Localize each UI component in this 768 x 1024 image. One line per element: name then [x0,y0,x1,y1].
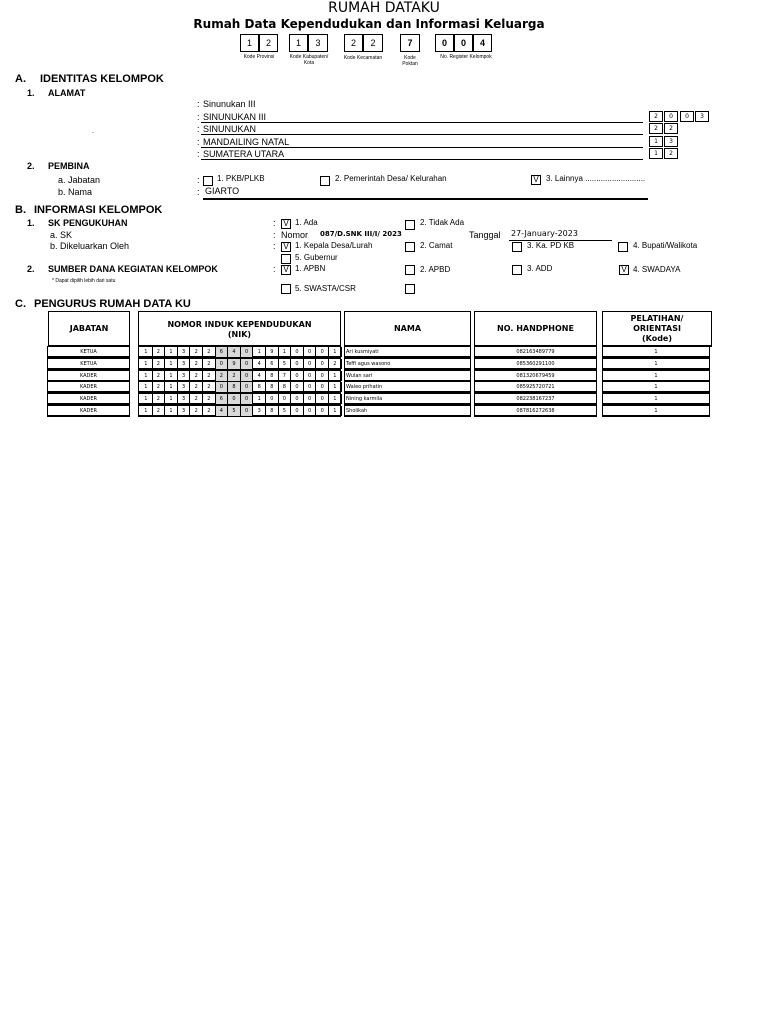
alamat-underline-4 [201,147,643,148]
nik-digit: 1 [165,394,178,404]
nik-digit: 1 [329,394,342,404]
caption-poktan: Kode Poktan [402,55,418,67]
nik-digit: 1 [329,382,342,392]
nik-digit: 2 [203,406,216,416]
nik-digit: 8 [253,382,266,392]
caption-provinsi: Kode Provinsi [243,54,275,60]
nik-digit: 2 [203,347,216,357]
alamat-code-prov-2: 2 [664,148,678,159]
sk-number: 1. [27,218,35,228]
row-hp: 082238167237 [474,393,597,405]
dana-apbn-label: 1. APBN [295,264,326,273]
nik-digit: 0 [291,359,304,369]
jabatan-lainnya-checkbox[interactable]: V [531,175,541,185]
row-hp: 087816272638 [474,405,597,417]
nik-digit: 2 [153,394,166,404]
sk-ada-checkbox[interactable]: V [281,219,291,229]
nik-digit: 0 [291,406,304,416]
dana-note: * Dapat dipilih lebih dari satu [52,278,116,284]
nik-digit: 2 [228,371,241,381]
nik-digit: 0 [241,406,254,416]
page-title: RUMAH DATAKU [328,0,440,16]
jabatan-lainnya-label: 3. Lainnya ........................... [546,174,646,183]
oleh-bupati-label: 4. Bupati/Walikota [633,241,698,250]
nik-digit: 0 [241,359,254,369]
row-kode: 1 [602,381,710,393]
nik-digit: 0 [304,359,317,369]
alamat-colon-2: : [197,112,200,122]
dana-apbd-label: 2. APBD [420,265,451,274]
nik-digit: 6 [216,347,229,357]
nik-digit: 0 [304,382,317,392]
alamat-colon-5: : [197,149,200,159]
nik-digit: 1 [279,347,292,357]
tanggal-value: 27-January-2023 [511,229,578,238]
jabatan-pkb-label: 1. PKB/PLKB [217,174,265,183]
alamat-code-kec-1: 2 [649,123,663,134]
row-nik [138,405,341,417]
nik-digit: 0 [304,394,317,404]
nik-digit: 2 [203,359,216,369]
nik-digit: 0 [316,359,329,369]
nik-digit: 0 [316,394,329,404]
alamat-underline-2 [201,122,643,123]
nik-digit: 1 [253,347,266,357]
alamat-label: ALAMAT [48,88,86,98]
alamat-code-kab-1: 1 [649,136,663,147]
jabatan-pemdes-label: 2. Pemerintah Desa/ Kelurahan [335,174,447,183]
nik-digit: 1 [165,359,178,369]
row-jabatan: KETUA [47,358,130,370]
header-jabatan: JABATAN [48,311,130,347]
oleh-gubernur-label: 5. Gubernur [295,253,338,262]
nik-digit: 3 [178,406,191,416]
nik-digit: 3 [178,359,191,369]
alamat-line-2: SINUNUKAN III [203,112,267,122]
header-pelatihan: PELATIHAN/ ORIENTASI (Kode) [602,311,712,347]
row-kode: 1 [602,405,710,417]
code-register-1: 0 [435,34,454,52]
nik-digit: 0 [316,347,329,357]
nik-digit: 0 [228,394,241,404]
nik-digit: 2 [153,406,166,416]
caption-kecamatan: Kode Kecamatan [343,55,383,61]
header-hp: NO. HANDPHONE [474,311,597,347]
nik-digit: 8 [266,371,279,381]
nik-digit: 1 [165,347,178,357]
nik-digit: 0 [241,394,254,404]
code-register-3: 4 [473,34,492,52]
nomor-colon: : [273,230,276,240]
section-b-title: INFORMASI KELOMPOK [34,204,163,216]
tanggal-label: Tanggal [469,230,501,240]
nik-digit: 2 [190,394,203,404]
alamat-line-3: SINUNUKAN [203,124,257,134]
nik-digit: 2 [190,347,203,357]
row-jabatan: KADER [47,370,130,382]
code-provinsi-1: 1 [240,34,259,52]
nik-digit: 8 [266,406,279,416]
jabatan-pkb-checkbox[interactable] [203,176,213,186]
section-a-title: IDENTITAS KELOMPOK [40,73,164,85]
nik-digit: 0 [316,406,329,416]
row-kode: 1 [602,358,710,370]
nama-colon: : [197,187,200,197]
nik-digit: 2 [203,394,216,404]
nik-digit: 0 [304,406,317,416]
dana-swasta-checkbox[interactable] [281,284,291,294]
sk-ada-label: 1. Ada [295,218,318,227]
caption-register: No. Register Kelompok [440,54,492,60]
nik-digit: 0 [291,382,304,392]
nik-digit: 0 [291,347,304,357]
nik-digit: 3 [178,371,191,381]
row-nama: Sholikah [344,405,471,417]
oleh-kapdkb-checkbox[interactable] [512,242,522,252]
dana-swadaya-label: 4. SWADAYA [633,265,681,274]
alamat-line-5: SUMATERA UTARA [203,149,285,159]
nama-underline [203,198,648,200]
nik-digit: 1 [140,382,153,392]
alamat-code-prov-1: 1 [649,148,663,159]
nik-digit: 0 [279,394,292,404]
nik-digit: 0 [291,371,304,381]
nik-digit: 1 [140,406,153,416]
dana-swasta-label: 5. SWASTA/CSR [295,284,356,293]
row-hp: 085360291100 [474,358,597,370]
nik-digit: 1 [165,371,178,381]
nik-digit: 3 [178,394,191,404]
row-nik [138,381,341,393]
row-jabatan: KADER [47,381,130,393]
nik-digit: 1 [329,371,342,381]
jabatan-pemdes-checkbox[interactable] [320,176,330,186]
sk-b-label: b. Dikeluarkan Oleh [50,241,130,251]
sk-tidak-ada-checkbox[interactable] [405,220,415,230]
nomor-label: Nomor [281,230,309,240]
nik-digit: 1 [165,406,178,416]
row-hp: 085925720721 [474,381,597,393]
nik-digit: 8 [266,382,279,392]
row-hp: 081320679459 [474,370,597,382]
code-poktan: 7 [400,34,420,52]
code-kecamatan-2: 2 [363,34,383,52]
dana-number: 2. [27,264,35,274]
nik-digit: 2 [190,382,203,392]
alamat-line-1: Sinunukan III [203,99,256,109]
alamat-code-desa-4: 3 [695,111,709,122]
nik-digit: 8 [228,382,241,392]
page-subtitle: Rumah Data Kependudukan dan Informasi Keluarga [193,17,545,31]
alamat-code-kec-2: 2 [664,123,678,134]
oleh-kades-label: 1. Kepala Desa/Lurah [295,241,373,250]
nik-digit: 1 [140,359,153,369]
alamat-code-desa-1: 2 [649,111,663,122]
nik-digit: 6 [216,394,229,404]
jabatan-colon: : [197,175,200,185]
nik-digit: 4 [216,406,229,416]
nomor-value: 087/D.SNK III/I/ 2023 [320,230,402,238]
code-register-2: 0 [454,34,473,52]
nik-digit: 2 [216,371,229,381]
alamat-line-4: MANDAILING NATAL [203,137,290,147]
row-nama: Wulan sari [344,370,471,382]
jabatan-label: a. Jabatan [58,175,101,185]
header-nik: NOMOR INDUK KEPENDUDUKAN (NIK) [138,311,341,347]
nik-digit: 0 [216,382,229,392]
dana-colon: : [273,264,276,274]
dana-apbn-checkbox[interactable]: V [281,265,291,275]
oleh-camat-checkbox[interactable] [405,242,415,252]
sk-label: SK PENGUKUHAN [48,218,128,228]
nik-digit: 1 [165,382,178,392]
nik-digit: 0 [291,394,304,404]
nik-digit: 0 [304,371,317,381]
sk-colon: : [273,218,276,228]
nik-digit: 3 [253,406,266,416]
alamat-colon-1: : [197,99,200,109]
nik-digit: 2 [203,382,216,392]
nama-label: b. Nama [58,187,93,197]
nik-digit: 1 [329,406,342,416]
alamat-colon-3: : [197,124,200,134]
nik-digit: 1 [140,371,153,381]
dana-apbd-checkbox[interactable] [405,265,415,275]
nik-digit: 1 [253,394,266,404]
row-jabatan: KETUA [47,346,130,358]
nik-digit: 9 [266,347,279,357]
nik-digit: 8 [279,382,292,392]
nik-digit: 2 [329,359,342,369]
row-kode: 1 [602,346,710,358]
nik-digit: 6 [266,359,279,369]
row-kode: 1 [602,393,710,405]
nik-digit: 5 [228,406,241,416]
dana-swadaya-checkbox[interactable]: V [619,265,629,275]
alamat-number: 1. [27,88,35,98]
nik-digit: 0 [241,347,254,357]
pembina-nama-value: GIARTO [205,186,240,196]
section-c-letter: C. [15,298,26,310]
row-nik [138,393,341,405]
nik-digit: 0 [241,371,254,381]
nik-digit: 0 [316,371,329,381]
oleh-kapdkb-label: 3. Ka. PD KB [527,241,575,250]
nik-digit: 7 [279,371,292,381]
nik-digit: 1 [140,347,153,357]
nik-digit: 9 [228,359,241,369]
row-hp: 082163489779 [474,346,597,358]
row-nama: Ari kusmiyati [344,346,471,358]
dana-add-label: 3. ADD [527,264,553,273]
row-jabatan: KADER [47,393,130,405]
nik-digit: 0 [241,382,254,392]
nik-digit: 0 [266,394,279,404]
alamat-code-desa-3: 0 [680,111,694,122]
nik-digit: 1 [140,394,153,404]
nik-digit: 2 [153,371,166,381]
row-kode: 1 [602,370,710,382]
code-kecamatan-1: 2 [344,34,363,52]
row-nama: Waleo prihatin [344,381,471,393]
row-nama: Teffi agus wasono [344,358,471,370]
nik-digit: 2 [153,382,166,392]
nik-digit: 2 [153,359,166,369]
sk-a-label: a. SK [50,230,73,240]
oleh-colon: : [273,241,276,251]
row-jabatan: KADER [47,405,130,417]
section-a-letter: A. [15,73,26,85]
section-c-title: PENGURUS RUMAH DATA KU [34,298,191,310]
alamat-underline-5 [201,159,643,160]
nik-digit: 5 [279,359,292,369]
nik-digit: 1 [329,347,342,357]
dana-label: SUMBER DANA KEGIATAN KELOMPOK [48,264,218,274]
row-nik [138,358,341,370]
nik-digit: 4 [253,359,266,369]
code-provinsi-2: 2 [259,34,278,52]
nik-digit: 4 [253,371,266,381]
nik-digit: 4 [228,347,241,357]
pembina-label: PEMBINA [48,161,90,171]
oleh-camat-label: 2. Camat [420,241,453,250]
nik-digit: 2 [203,371,216,381]
nik-digit: 2 [190,406,203,416]
alamat-code-desa-2: 0 [664,111,678,122]
nik-digit: 0 [304,347,317,357]
row-nik [138,346,341,358]
nik-digit: 2 [190,359,203,369]
nik-digit: 0 [316,382,329,392]
code-kabupaten-2: 3 [308,34,328,52]
header-nama: NAMA [344,311,471,347]
caption-kabupaten: Kode Kabupaten/ Kota [289,54,329,66]
alamat-code-kab-2: 3 [664,136,678,147]
dana-add-checkbox[interactable] [512,265,522,275]
row-nama: Nining karmila [344,393,471,405]
pembina-number: 2. [27,161,35,171]
alamat-underline-3 [201,134,643,135]
nik-digit: 2 [190,371,203,381]
oleh-gubernur-checkbox[interactable] [281,254,291,264]
nik-digit: 5 [279,406,292,416]
oleh-kades-checkbox[interactable]: V [281,242,291,252]
nik-digit: 3 [178,347,191,357]
nik-digit: 3 [178,382,191,392]
section-b-letter: B. [15,204,26,216]
nik-digit: 2 [153,347,166,357]
nik-digit: 0 [216,359,229,369]
alamat-colon-4: : [197,137,200,147]
alamat-dot: . [92,128,94,135]
dana-swasta-extra-checkbox[interactable] [405,284,415,294]
oleh-bupati-checkbox[interactable] [618,242,628,252]
code-kabupaten-1: 1 [289,34,308,52]
sk-tidak-ada-label: 2. Tidak Ada [420,218,465,227]
